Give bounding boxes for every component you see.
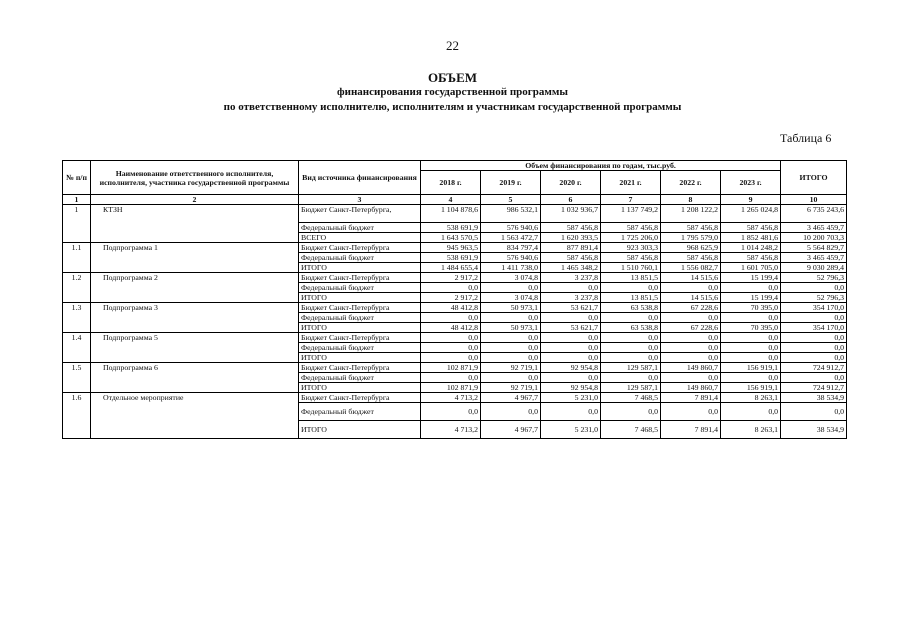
year-value: 3 237,8 bbox=[541, 273, 601, 283]
total-value: 38 534,9 bbox=[781, 421, 847, 439]
year-value: 14 515,6 bbox=[661, 273, 721, 283]
total-value: 6 735 243,6 bbox=[781, 205, 847, 223]
year-value: 587 456,8 bbox=[661, 253, 721, 263]
year-value: 0,0 bbox=[661, 333, 721, 343]
year-value: 0,0 bbox=[481, 403, 541, 421]
document-title: ОБЪЕМ bbox=[427, 70, 478, 85]
funding-source: Федеральный бюджет bbox=[299, 403, 421, 421]
year-value: 834 797,4 bbox=[481, 243, 541, 253]
year-value: 129 587,1 bbox=[601, 383, 661, 393]
year-value: 0,0 bbox=[721, 313, 781, 323]
year-value: 0,0 bbox=[601, 343, 661, 353]
column-index: 1 bbox=[63, 195, 91, 205]
year-value: 0,0 bbox=[421, 373, 481, 383]
year-value: 1 620 393,5 bbox=[541, 233, 601, 243]
year-value: 587 456,8 bbox=[601, 253, 661, 263]
executor-name: Подпрограмма 5 bbox=[91, 333, 299, 363]
row-number: 1.4 bbox=[63, 333, 91, 363]
executor-name: Подпрограмма 2 bbox=[91, 273, 299, 303]
total-value: 3 465 459,7 bbox=[781, 223, 847, 233]
year-value: 576 940,6 bbox=[481, 253, 541, 263]
column-index: 6 bbox=[541, 195, 601, 205]
year-value: 0,0 bbox=[661, 313, 721, 323]
year-value: 0,0 bbox=[661, 343, 721, 353]
year-value: 538 691,9 bbox=[421, 253, 481, 263]
column-index: 10 bbox=[781, 195, 847, 205]
funding-source: Бюджет Санкт-Петербурга bbox=[299, 393, 421, 403]
row-number: 1.1 bbox=[63, 243, 91, 273]
header-year: 2021 г. bbox=[601, 171, 661, 195]
header-num: № п/п bbox=[63, 161, 91, 195]
year-value: 48 412,8 bbox=[421, 323, 481, 333]
column-index: 8 bbox=[661, 195, 721, 205]
year-value: 0,0 bbox=[661, 353, 721, 363]
document-heading bbox=[0, 70, 905, 115]
total-value: 0,0 bbox=[781, 333, 847, 343]
year-value: 3 074,8 bbox=[481, 293, 541, 303]
year-value: 0,0 bbox=[421, 283, 481, 293]
executor-name: Подпрограмма 1 bbox=[91, 243, 299, 273]
funding-source: Бюджет Санкт-Петербурга bbox=[299, 273, 421, 283]
year-value: 587 456,8 bbox=[541, 223, 601, 233]
header-year: 2022 г. bbox=[661, 171, 721, 195]
year-value: 92 954,8 bbox=[541, 383, 601, 393]
year-value: 13 851,5 bbox=[601, 273, 661, 283]
year-value: 70 395,0 bbox=[721, 303, 781, 313]
year-value: 0,0 bbox=[661, 283, 721, 293]
year-value: 102 871,9 bbox=[421, 383, 481, 393]
year-value: 156 919,1 bbox=[721, 363, 781, 373]
year-value: 0,0 bbox=[601, 353, 661, 363]
year-value: 1 032 936,7 bbox=[541, 205, 601, 223]
table-row bbox=[63, 243, 847, 253]
year-value: 576 940,6 bbox=[481, 223, 541, 233]
funding-source: ВСЕГО bbox=[299, 233, 421, 243]
year-value: 0,0 bbox=[421, 313, 481, 323]
total-value: 3 465 459,7 bbox=[781, 253, 847, 263]
year-value: 156 919,1 bbox=[721, 383, 781, 393]
funding-source: ИТОГО bbox=[299, 383, 421, 393]
table-row bbox=[63, 205, 847, 223]
year-value: 3 074,8 bbox=[481, 273, 541, 283]
year-value: 0,0 bbox=[721, 333, 781, 343]
year-value: 587 456,8 bbox=[541, 253, 601, 263]
year-value: 4 967,7 bbox=[481, 421, 541, 439]
year-value: 1 852 481,6 bbox=[721, 233, 781, 243]
year-value: 2 917,2 bbox=[421, 273, 481, 283]
year-value: 15 199,4 bbox=[721, 293, 781, 303]
column-index: 2 bbox=[91, 195, 299, 205]
year-value: 7 468,5 bbox=[601, 393, 661, 403]
year-value: 877 891,4 bbox=[541, 243, 601, 253]
year-value: 1 465 348,2 bbox=[541, 263, 601, 273]
funding-source: Федеральный бюджет bbox=[299, 283, 421, 293]
funding-source: ИТОГО bbox=[299, 323, 421, 333]
row-number: 1.2 bbox=[63, 273, 91, 303]
year-value: 149 860,7 bbox=[661, 383, 721, 393]
total-value: 724 912,7 bbox=[781, 363, 847, 373]
year-value: 1 510 760,1 bbox=[601, 263, 661, 273]
total-value: 724 912,7 bbox=[781, 383, 847, 393]
year-value: 70 395,0 bbox=[721, 323, 781, 333]
funding-source: ИТОГО bbox=[299, 421, 421, 439]
year-value: 50 973,1 bbox=[481, 303, 541, 313]
column-index: 7 bbox=[601, 195, 661, 205]
year-value: 0,0 bbox=[541, 353, 601, 363]
funding-source: Федеральный бюджет bbox=[299, 253, 421, 263]
table-header bbox=[63, 161, 847, 205]
header-volume: Объем финансирования по годам, тыс.руб. bbox=[421, 161, 781, 171]
total-value: 0,0 bbox=[781, 373, 847, 383]
year-value: 0,0 bbox=[601, 283, 661, 293]
table-row bbox=[63, 273, 847, 283]
total-value: 0,0 bbox=[781, 403, 847, 421]
total-value: 38 534,9 bbox=[781, 393, 847, 403]
row-number: 1 bbox=[63, 205, 91, 243]
column-index: 9 bbox=[721, 195, 781, 205]
year-value: 1 484 655,4 bbox=[421, 263, 481, 273]
year-value: 0,0 bbox=[601, 313, 661, 323]
funding-source: Бюджет Санкт-Петербурга bbox=[299, 363, 421, 373]
year-value: 13 851,5 bbox=[601, 293, 661, 303]
total-value: 354 170,0 bbox=[781, 323, 847, 333]
funding-source: ИТОГО bbox=[299, 293, 421, 303]
year-value: 1 265 024,8 bbox=[721, 205, 781, 223]
column-index-row bbox=[63, 195, 847, 205]
year-value: 1 556 082,7 bbox=[661, 263, 721, 273]
year-value: 0,0 bbox=[481, 283, 541, 293]
year-value: 67 228,6 bbox=[661, 323, 721, 333]
year-value: 5 231,0 bbox=[541, 393, 601, 403]
header-year: 2019 г. bbox=[481, 171, 541, 195]
funding-source: Бюджет Санкт-Петербурга bbox=[299, 243, 421, 253]
page-number: 22 bbox=[446, 38, 459, 53]
year-value: 0,0 bbox=[601, 333, 661, 343]
executor-name: Отдельное мероприятие bbox=[91, 393, 299, 439]
total-value: 10 200 703,3 bbox=[781, 233, 847, 243]
year-value: 0,0 bbox=[541, 283, 601, 293]
executor-name: Подпрограмма 6 bbox=[91, 363, 299, 393]
year-value: 1 411 738,0 bbox=[481, 263, 541, 273]
year-value: 986 532,1 bbox=[481, 205, 541, 223]
year-value: 92 954,8 bbox=[541, 363, 601, 373]
column-index: 4 bbox=[421, 195, 481, 205]
total-value: 5 564 829,7 bbox=[781, 243, 847, 253]
year-value: 0,0 bbox=[661, 373, 721, 383]
total-value: 0,0 bbox=[781, 283, 847, 293]
funding-source: Федеральный бюджет bbox=[299, 373, 421, 383]
year-value: 14 515,6 bbox=[661, 293, 721, 303]
year-value: 53 621,7 bbox=[541, 303, 601, 313]
funding-source: Федеральный бюджет bbox=[299, 343, 421, 353]
table-row bbox=[63, 303, 847, 313]
table-body bbox=[63, 205, 847, 439]
year-value: 0,0 bbox=[541, 373, 601, 383]
total-value: 52 796,3 bbox=[781, 293, 847, 303]
year-value: 587 456,8 bbox=[721, 253, 781, 263]
year-value: 587 456,8 bbox=[721, 223, 781, 233]
funding-source: Бюджет Санкт-Петербурга, bbox=[299, 205, 421, 223]
row-number: 1.6 bbox=[63, 393, 91, 439]
year-value: 5 231,0 bbox=[541, 421, 601, 439]
year-value: 0,0 bbox=[481, 353, 541, 363]
year-value: 1 725 206,0 bbox=[601, 233, 661, 243]
funding-source: Бюджет Санкт-Петербурга bbox=[299, 333, 421, 343]
year-value: 0,0 bbox=[481, 373, 541, 383]
header-year: 2020 г. bbox=[541, 171, 601, 195]
total-value: 9 030 289,4 bbox=[781, 263, 847, 273]
table-label: Таблица 6 bbox=[780, 131, 832, 145]
document-subtitle-2: по ответственному исполнителю, исполнителям и участникам государственной программы bbox=[223, 101, 682, 113]
year-value: 1 795 579,0 bbox=[661, 233, 721, 243]
document-subtitle-1: финансирования государственной программы bbox=[337, 86, 568, 98]
year-value: 0,0 bbox=[481, 343, 541, 353]
year-value: 7 891,4 bbox=[661, 393, 721, 403]
total-value: 52 796,3 bbox=[781, 273, 847, 283]
column-index: 5 bbox=[481, 195, 541, 205]
row-number: 1.5 bbox=[63, 363, 91, 393]
funding-source: Федеральный бюджет bbox=[299, 313, 421, 323]
financing-table bbox=[62, 160, 847, 439]
year-value: 92 719,1 bbox=[481, 363, 541, 373]
year-value: 587 456,8 bbox=[661, 223, 721, 233]
year-value: 4 967,7 bbox=[481, 393, 541, 403]
executor-name: Подпрограмма 3 bbox=[91, 303, 299, 333]
year-value: 8 263,1 bbox=[721, 421, 781, 439]
year-value: 4 713,2 bbox=[421, 421, 481, 439]
year-value: 2 917,2 bbox=[421, 293, 481, 303]
year-value: 1 601 705,0 bbox=[721, 263, 781, 273]
funding-source: Федеральный бюджет bbox=[299, 223, 421, 233]
year-value: 102 871,9 bbox=[421, 363, 481, 373]
row-number: 1.3 bbox=[63, 303, 91, 333]
year-value: 0,0 bbox=[721, 353, 781, 363]
year-value: 0,0 bbox=[541, 313, 601, 323]
funding-source: ИТОГО bbox=[299, 353, 421, 363]
year-value: 92 719,1 bbox=[481, 383, 541, 393]
year-value: 1 563 472,7 bbox=[481, 233, 541, 243]
year-value: 0,0 bbox=[481, 313, 541, 323]
table-row bbox=[63, 393, 847, 403]
year-value: 968 625,9 bbox=[661, 243, 721, 253]
year-value: 0,0 bbox=[601, 373, 661, 383]
year-value: 0,0 bbox=[601, 403, 661, 421]
year-value: 0,0 bbox=[481, 333, 541, 343]
funding-source: ИТОГО bbox=[299, 263, 421, 273]
year-value: 3 237,8 bbox=[541, 293, 601, 303]
year-value: 53 621,7 bbox=[541, 323, 601, 333]
header-year: 2018 г. bbox=[421, 171, 481, 195]
year-value: 0,0 bbox=[421, 403, 481, 421]
year-value: 0,0 bbox=[721, 283, 781, 293]
table-row bbox=[63, 333, 847, 343]
year-value: 0,0 bbox=[421, 343, 481, 353]
year-value: 0,0 bbox=[421, 333, 481, 343]
funding-source: Бюджет Санкт-Петербурга bbox=[299, 303, 421, 313]
year-value: 1 104 878,6 bbox=[421, 205, 481, 223]
year-value: 0,0 bbox=[421, 353, 481, 363]
total-value: 0,0 bbox=[781, 313, 847, 323]
year-value: 63 538,8 bbox=[601, 323, 661, 333]
year-value: 129 587,1 bbox=[601, 363, 661, 373]
year-value: 67 228,6 bbox=[661, 303, 721, 313]
year-value: 1 208 122,2 bbox=[661, 205, 721, 223]
year-value: 0,0 bbox=[541, 343, 601, 353]
year-value: 4 713,2 bbox=[421, 393, 481, 403]
year-value: 0,0 bbox=[541, 333, 601, 343]
column-index: 3 bbox=[299, 195, 421, 205]
year-value: 945 963,5 bbox=[421, 243, 481, 253]
header-year: 2023 г. bbox=[721, 171, 781, 195]
header-total: ИТОГО bbox=[781, 161, 847, 195]
year-value: 0,0 bbox=[661, 403, 721, 421]
year-value: 149 860,7 bbox=[661, 363, 721, 373]
table-row bbox=[63, 363, 847, 373]
year-value: 923 303,3 bbox=[601, 243, 661, 253]
year-value: 1 014 248,2 bbox=[721, 243, 781, 253]
year-value: 7 468,5 bbox=[601, 421, 661, 439]
year-value: 50 973,1 bbox=[481, 323, 541, 333]
year-value: 1 643 570,5 bbox=[421, 233, 481, 243]
total-value: 354 170,0 bbox=[781, 303, 847, 313]
executor-name: КТЗН bbox=[91, 205, 299, 243]
year-value: 0,0 bbox=[541, 403, 601, 421]
year-value: 63 538,8 bbox=[601, 303, 661, 313]
year-value: 0,0 bbox=[721, 343, 781, 353]
total-value: 0,0 bbox=[781, 353, 847, 363]
year-value: 587 456,8 bbox=[601, 223, 661, 233]
year-value: 7 891,4 bbox=[661, 421, 721, 439]
header-name: Наименование ответственного исполнителя, исполнителя, участника государственной программы bbox=[91, 161, 299, 195]
year-value: 0,0 bbox=[721, 373, 781, 383]
total-value: 0,0 bbox=[781, 343, 847, 353]
year-value: 48 412,8 bbox=[421, 303, 481, 313]
year-value: 15 199,4 bbox=[721, 273, 781, 283]
year-value: 1 137 749,2 bbox=[601, 205, 661, 223]
year-value: 8 263,1 bbox=[721, 393, 781, 403]
year-value: 538 691,9 bbox=[421, 223, 481, 233]
year-value: 0,0 bbox=[721, 403, 781, 421]
header-source: Вид источника финансирования bbox=[299, 161, 421, 195]
